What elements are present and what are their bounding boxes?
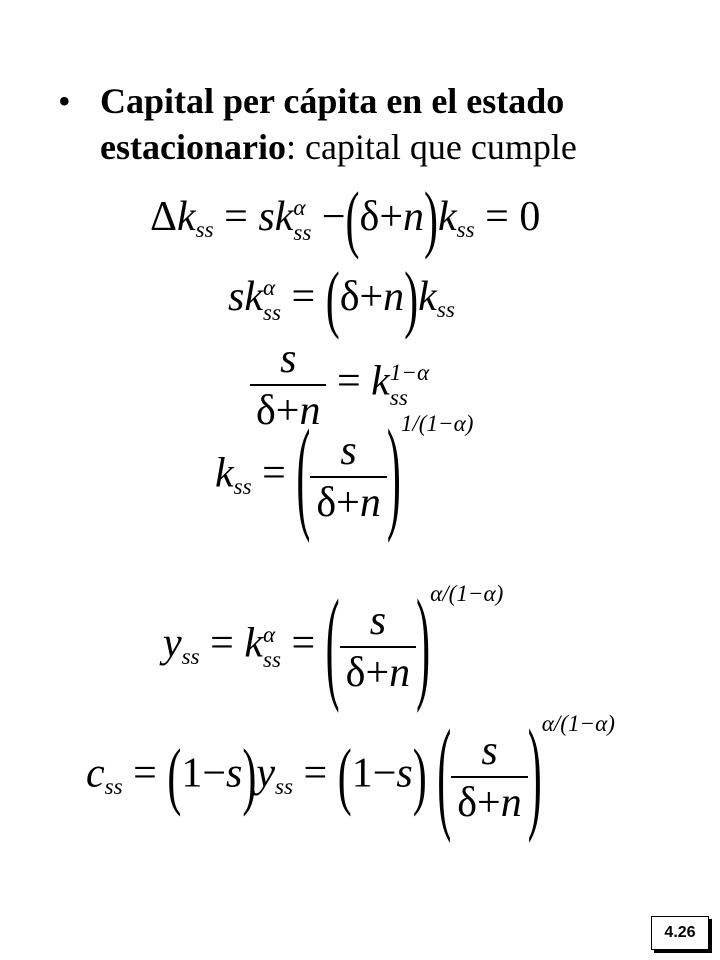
fraction: $\frac{s}{\delta+n}$ (250, 338, 326, 432)
bullet-plain-text: : capital que cumple (285, 127, 577, 167)
equation-4: kss = ( $\frac{s}{\delta+n}$ )1/(1−α) (215, 408, 474, 546)
bullet-dot: • (58, 81, 71, 121)
equation-6: css = (1−s)yss = (1−s) ( $\frac{s}{\delta+n}$ )α/(1−α) (86, 708, 615, 846)
equation-5: yss = k α ss = ( $\frac{s}{\delta+n}$ )α/(1−α) (163, 578, 504, 716)
equation-2: sk α ss = (δ+n)kss (228, 258, 455, 342)
bullet-bold-text: Capital per cápita en el estado estacionario (100, 81, 565, 167)
equation-1: Δkss = sk α ss −(δ+n)kss = 0 (150, 178, 541, 262)
equation-3: $\frac{s}{\delta+n}$ = k 1−α ss (250, 338, 429, 432)
slide-number: 4.26 (651, 916, 709, 950)
bullet-text (100, 78, 720, 170)
